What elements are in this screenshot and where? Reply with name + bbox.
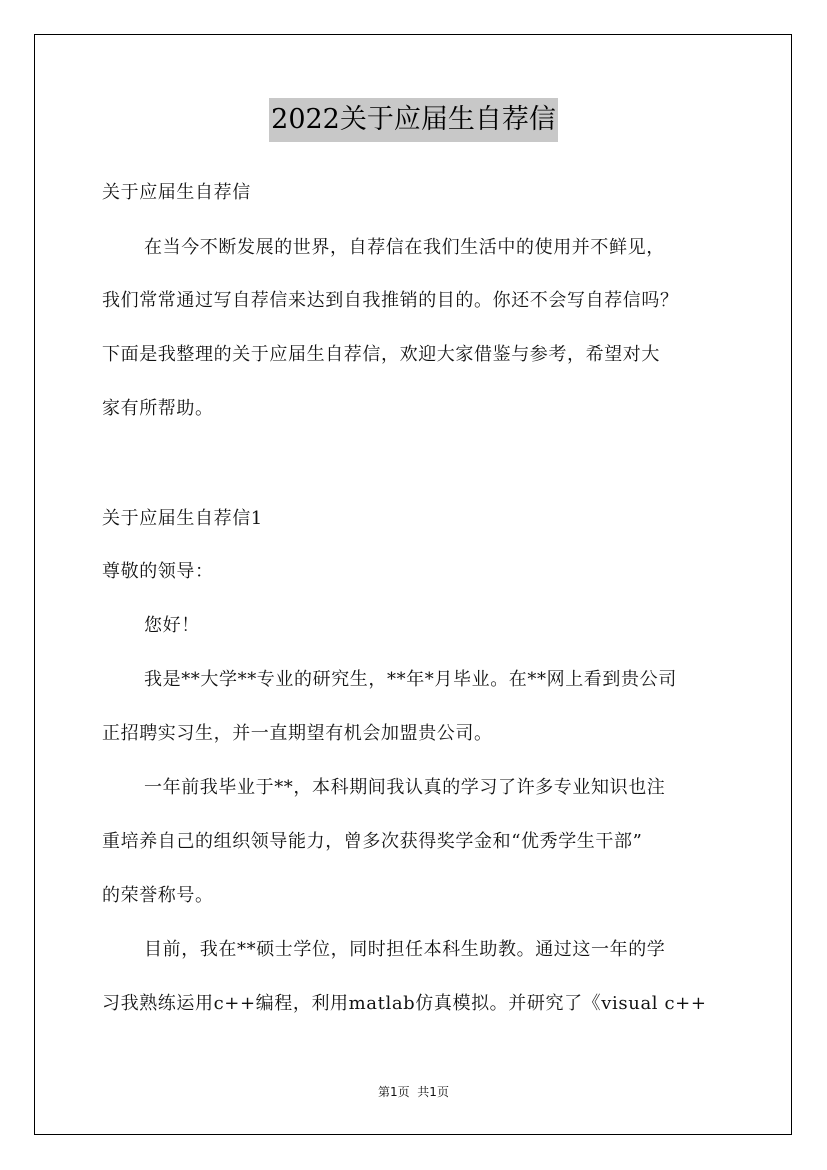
paragraph-line: 家有所帮助。 bbox=[102, 398, 214, 419]
paragraph-line: 正招聘实习生，并一直期望有机会加盟贵公司。 bbox=[102, 723, 493, 744]
document-title: 2022关于应届生自荐信 bbox=[269, 98, 558, 142]
paragraph-line: 重培养自己的组织领导能力，曾多次获得奖学金和“优秀学生干部” bbox=[102, 831, 643, 852]
paragraph-line: 习我熟练运用c++编程，利用matlab仿真模拟。并研究了《visual c++ bbox=[102, 993, 707, 1014]
paragraph-line: 我们常常通过写自荐信来达到自我推销的目的。你还不会写自荐信吗？ bbox=[102, 290, 679, 311]
paragraph-line: 一年前我毕业于**，本科期间我认真的学习了许多专业知识也注 bbox=[144, 777, 666, 798]
title-container bbox=[0, 98, 827, 142]
salutation: 尊敬的领导： bbox=[102, 561, 214, 582]
paragraph-line: 下面是我整理的关于应届生自荐信，欢迎大家借鉴与参考，希望对大 bbox=[102, 344, 660, 365]
paragraph-line: 的荣誉称号。 bbox=[102, 885, 214, 906]
paragraph-line: 在当今不断发展的世界，自荐信在我们生活中的使用并不鲜见， bbox=[144, 237, 665, 258]
paragraph-line: 目前，我在**硕士学位，同时担任本科生助教。通过这一年的学 bbox=[144, 939, 666, 960]
page-footer: 第1页 共1页 bbox=[378, 1085, 449, 1099]
section-heading: 关于应届生自荐信1 bbox=[102, 508, 263, 529]
greeting: 您好！ bbox=[144, 615, 200, 636]
subtitle-heading: 关于应届生自荐信 bbox=[102, 182, 251, 203]
paragraph-line: 我是**大学**专业的研究生，**年*月毕业。在**网上看到贵公司 bbox=[144, 669, 677, 690]
